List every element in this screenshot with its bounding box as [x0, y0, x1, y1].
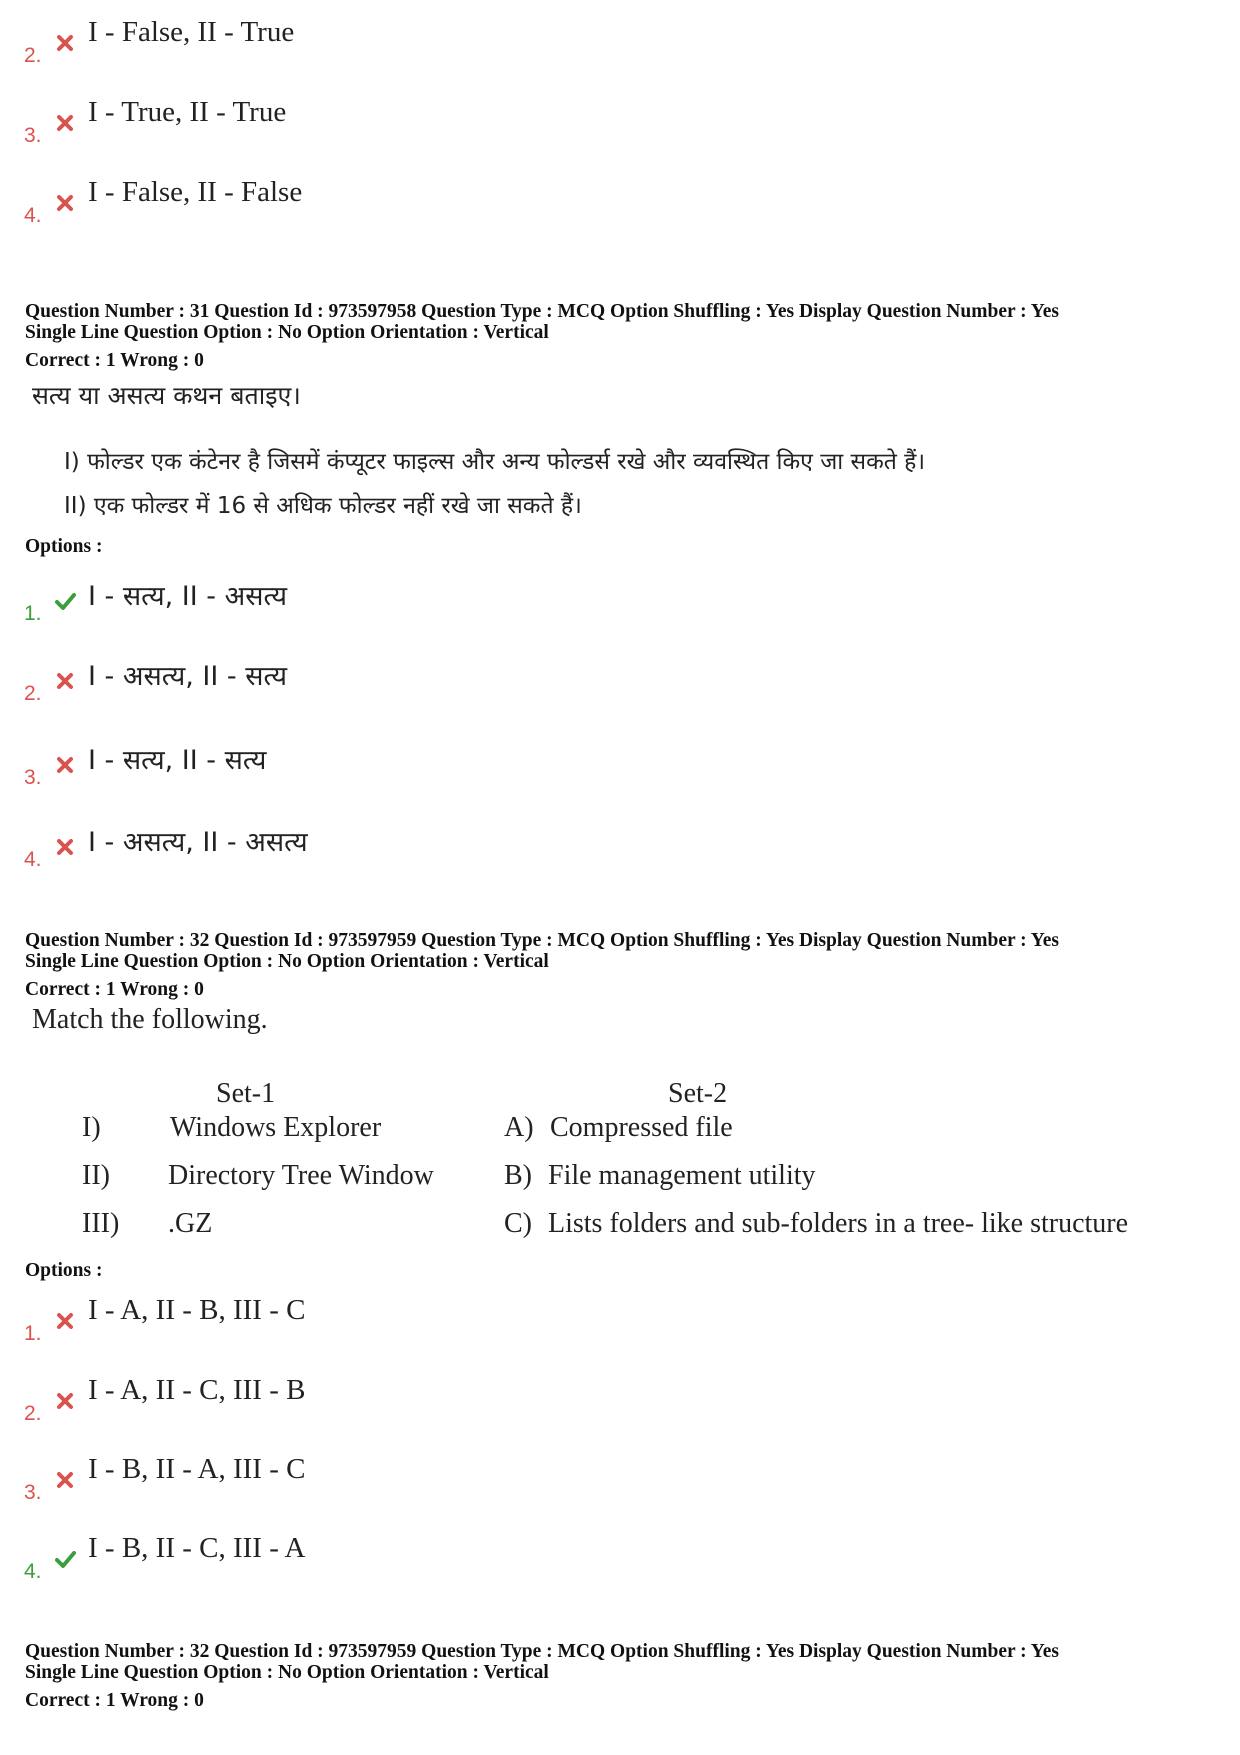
question-prompt: सत्य या असत्य कथन बताइए। — [32, 381, 301, 410]
cross-icon — [54, 670, 76, 692]
cross-icon — [54, 1310, 76, 1332]
question-meta-line: Question Number : 32 Question Id : 973597959 Question Type : MCQ Option Shuffling : Yes Display Question Number : Yes — [25, 1641, 1059, 1662]
score-line: Correct : 1 Wrong : 0 — [25, 979, 204, 1000]
question-meta-line: Single Line Question Option : No Option Orientation : Vertical — [25, 322, 549, 343]
option-number: 4. — [24, 1560, 42, 1583]
question-statement: II) एक फोल्डर में 16 से अधिक फोल्डर नहीं रखे जा सकते हैं। — [64, 493, 582, 519]
cross-icon — [54, 112, 76, 134]
check-icon — [54, 590, 76, 612]
set2-value: File management utility — [548, 1160, 816, 1191]
option-text: I - False, II - True — [88, 16, 295, 48]
option-text: I - A, II - B, III - C — [88, 1294, 306, 1326]
option-text: I - असत्य, II - असत्य — [88, 827, 308, 858]
set1-value: Directory Tree Window — [168, 1160, 434, 1191]
option-number: 2. — [24, 1402, 42, 1425]
question-meta-line: Question Number : 32 Question Id : 973597959 Question Type : MCQ Option Shuffling : Yes Display Question Number : Yes — [25, 930, 1059, 951]
option-number: 2. — [24, 682, 42, 705]
cross-icon — [54, 1469, 76, 1491]
question-prompt: Match the following. — [32, 1004, 268, 1035]
options-label: Options : — [25, 1260, 103, 1281]
option-number: 3. — [24, 124, 42, 147]
cross-icon — [54, 32, 76, 54]
set1-key: I) — [82, 1112, 101, 1143]
set1-key: III) — [82, 1208, 120, 1239]
question-meta-line: Single Line Question Option : No Option Orientation : Vertical — [25, 1662, 549, 1683]
set2-header: Set-2 — [668, 1078, 728, 1109]
question-meta-line: Question Number : 31 Question Id : 973597958 Question Type : MCQ Option Shuffling : Yes Display Question Number : Yes — [25, 301, 1059, 322]
set1-header: Set-1 — [216, 1078, 276, 1109]
score-line: Correct : 1 Wrong : 0 — [25, 350, 204, 371]
cross-icon — [54, 836, 76, 858]
option-number: 3. — [24, 766, 42, 789]
check-icon — [54, 1548, 76, 1570]
option-number: 2. — [24, 44, 42, 67]
option-text: I - A, II - C, III - B — [88, 1374, 306, 1406]
option-text: I - True, II - True — [88, 96, 287, 128]
options-label: Options : — [25, 536, 103, 557]
cross-icon — [54, 754, 76, 776]
option-number: 4. — [24, 204, 42, 227]
score-line: Correct : 1 Wrong : 0 — [25, 1690, 204, 1711]
option-text: I - B, II - C, III - A — [88, 1532, 306, 1564]
set2-key: B) — [504, 1160, 532, 1191]
option-number: 3. — [24, 1481, 42, 1504]
option-number: 1. — [24, 1322, 42, 1345]
question-meta-line: Single Line Question Option : No Option Orientation : Vertical — [25, 951, 549, 972]
set2-value: Compressed file — [550, 1112, 733, 1143]
option-text: I - False, II - False — [88, 176, 303, 208]
option-text: I - सत्य, II - सत्य — [88, 745, 267, 776]
option-number: 4. — [24, 848, 42, 871]
cross-icon — [54, 1390, 76, 1412]
set2-value: Lists folders and sub-folders in a tree- like structure — [548, 1208, 1129, 1239]
set2-key: C) — [504, 1208, 532, 1239]
cross-icon — [54, 192, 76, 214]
set1-value: Windows Explorer — [170, 1112, 382, 1143]
set1-key: II) — [82, 1160, 110, 1191]
question-statement: I) फोल्डर एक कंटेनर है जिसमें कंप्यूटर फाइल्स और अन्य फोल्डर्स रखे और व्यवस्थित किए जा सकते हैं। — [64, 449, 926, 475]
set1-value: .GZ — [168, 1208, 213, 1239]
option-number: 1. — [24, 602, 42, 625]
option-text: I - सत्य, II - असत्य — [88, 581, 287, 612]
option-text: I - B, II - A, III - C — [88, 1453, 306, 1485]
option-text: I - असत्य, II - सत्य — [88, 661, 287, 692]
set2-key: A) — [504, 1112, 534, 1143]
